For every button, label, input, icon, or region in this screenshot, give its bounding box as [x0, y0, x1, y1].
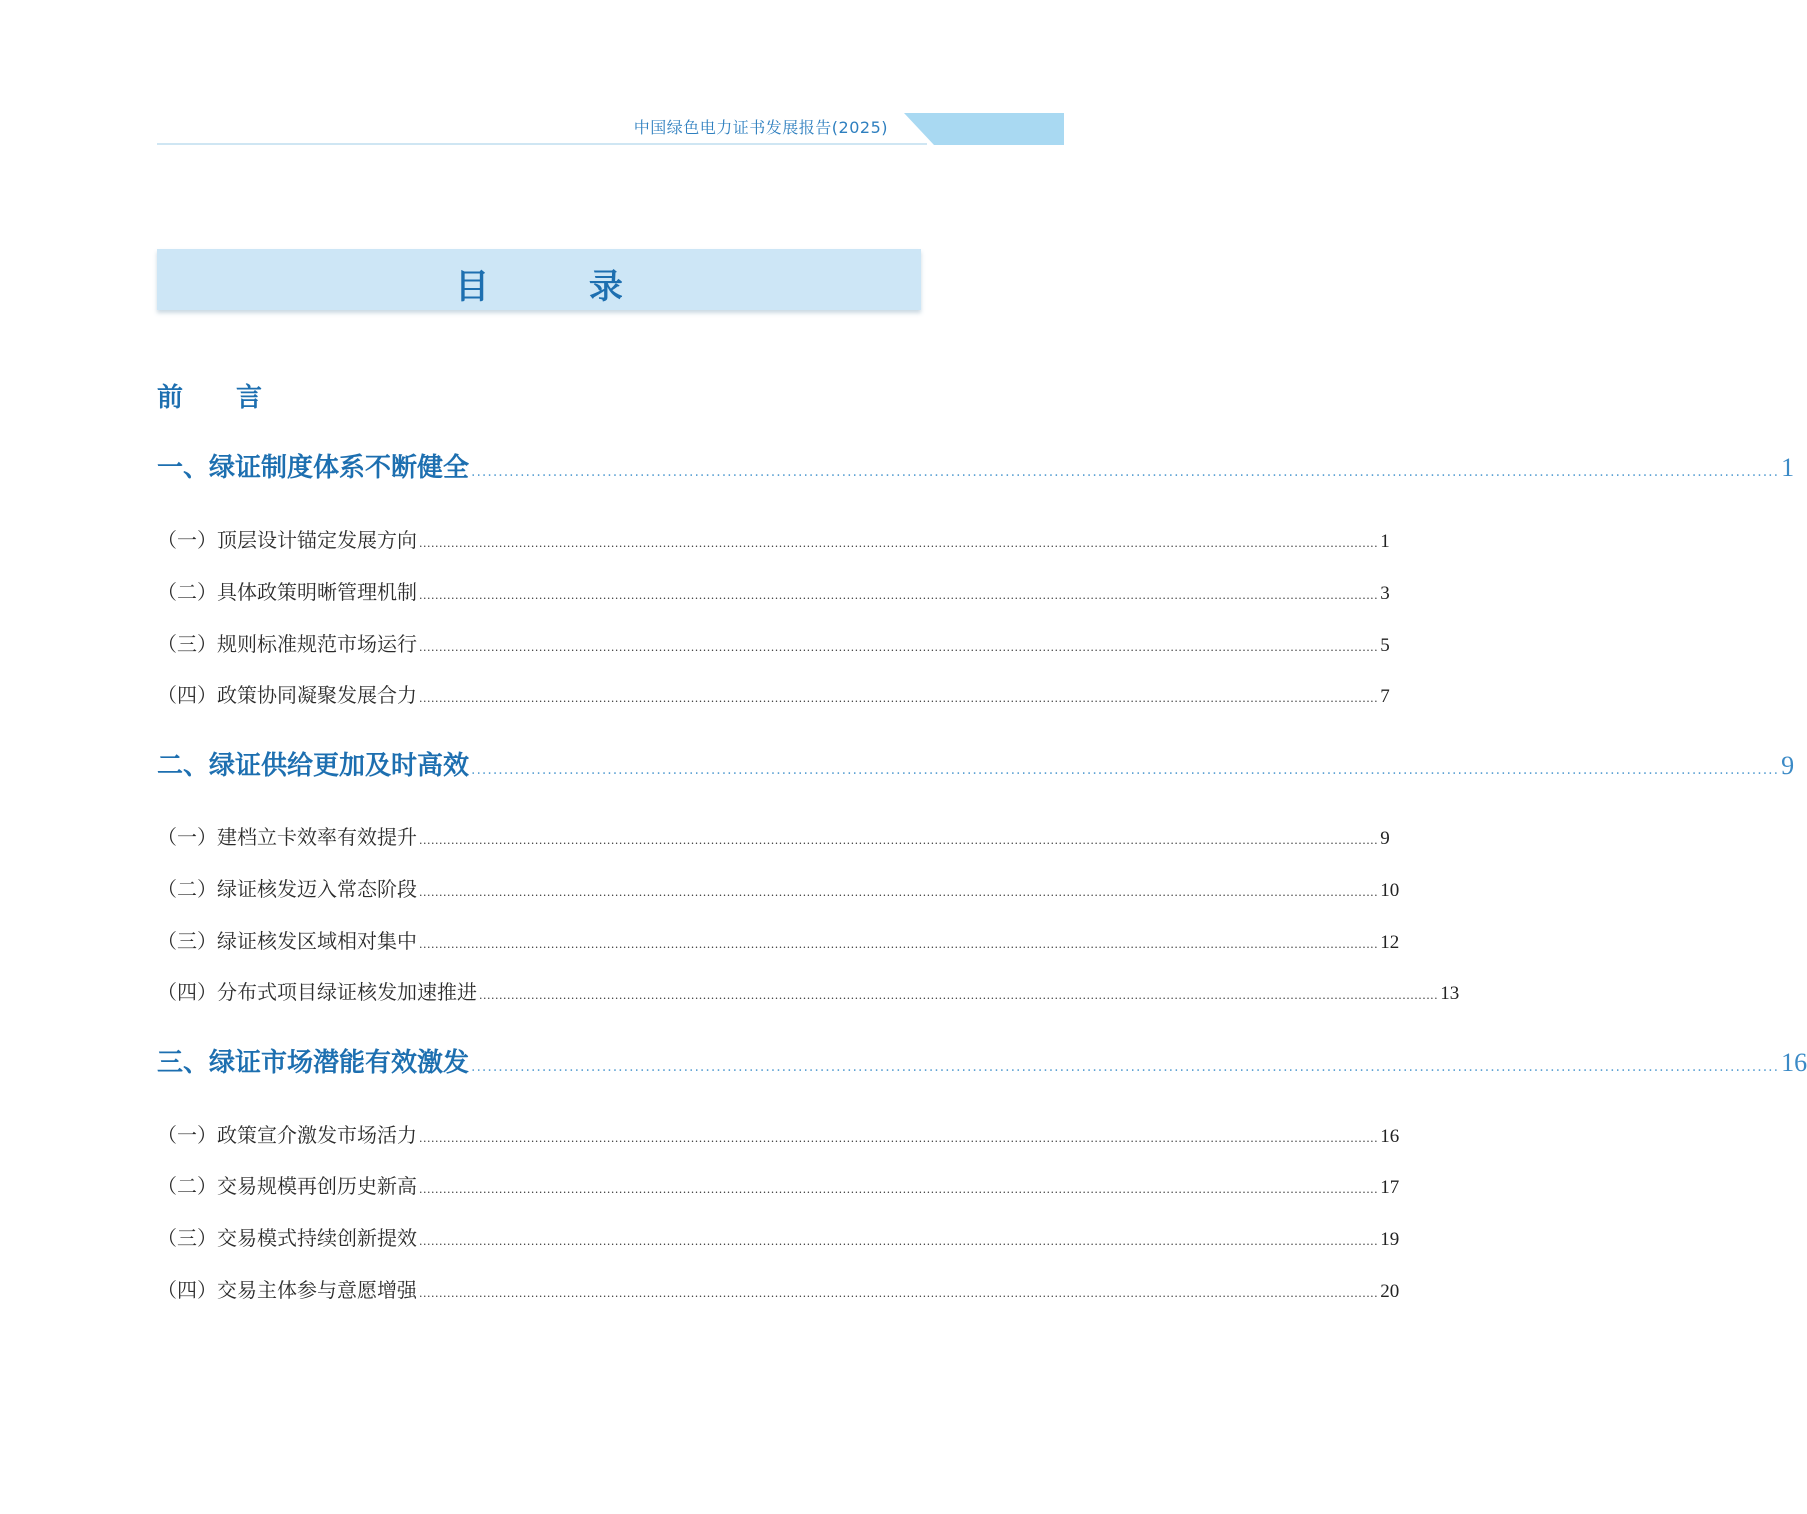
dot-leader: ................................................................................................................................................................................................................................................: [471, 464, 1780, 480]
item-page-number: 5: [1380, 635, 1390, 656]
item-page-number: 19: [1380, 1229, 1400, 1250]
section-page-number: 16: [1781, 1048, 1807, 1077]
item-label: （一）建档立卡效率有效提升: [157, 825, 417, 849]
dot-leader: ................................................................................................................................................................................................................................................: [419, 537, 1379, 550]
item-page-number: 7: [1380, 686, 1390, 707]
toc-section-1[interactable]: [157, 447, 1795, 484]
toc-item[interactable]: [157, 1170, 1400, 1199]
toc-item[interactable]: [157, 524, 1390, 553]
dot-leader: ................................................................................................................................................................................................................................................: [419, 1132, 1379, 1145]
toc-section-2[interactable]: [157, 745, 1795, 782]
item-label: （三）规则标准规范市场运行: [157, 632, 417, 656]
item-label: （四）分布式项目绿证核发加速推进: [157, 980, 477, 1004]
item-page-number: 16: [1380, 1126, 1400, 1147]
dot-leader: ................................................................................................................................................................................................................................................: [419, 589, 1379, 602]
dot-leader: ................................................................................................................................................................................................................................................: [419, 1235, 1379, 1248]
item-label: （一）政策宣介激发市场活力: [157, 1123, 417, 1147]
dot-leader: ................................................................................................................................................................................................................................................: [419, 641, 1379, 654]
item-page-number: 13: [1440, 983, 1460, 1004]
header-tab-decoration: [904, 113, 1064, 145]
section-label: 三、绿证市场潜能有效激发: [157, 1048, 470, 1078]
section-page-number: 1: [1781, 453, 1795, 482]
dot-leader: ................................................................................................................................................................................................................................................: [479, 989, 1439, 1002]
report-title-header: 中国绿色电力证书发展报告(2025): [633, 118, 888, 137]
toc-item[interactable]: [157, 576, 1390, 605]
dot-leader: ................................................................................................................................................................................................................................................: [419, 938, 1379, 951]
item-page-number: 10: [1380, 880, 1400, 901]
item-page-number: 9: [1380, 828, 1390, 849]
toc-item[interactable]: [157, 628, 1390, 657]
toc-title-band: [157, 249, 921, 310]
item-label: （四）政策协同凝聚发展合力: [157, 683, 417, 707]
item-label: （四）交易主体参与意愿增强: [157, 1278, 417, 1302]
section-page-number: 9: [1781, 751, 1795, 780]
item-page-number: 3: [1380, 583, 1390, 604]
toc-section-3[interactable]: [157, 1042, 1807, 1079]
toc-item[interactable]: [157, 679, 1390, 708]
item-label: （二）交易规模再创历史新高: [157, 1174, 417, 1198]
header-divider: [157, 143, 927, 145]
item-label: （一）顶层设计锚定发展方向: [157, 528, 417, 552]
dot-leader: ................................................................................................................................................................................................................................................: [419, 692, 1379, 705]
item-page-number: 12: [1380, 932, 1400, 953]
toc-item[interactable]: [157, 925, 1400, 954]
dot-leader: ................................................................................................................................................................................................................................................: [419, 1287, 1379, 1300]
section-label: 一、绿证制度体系不断健全: [157, 453, 470, 483]
dot-leader: ................................................................................................................................................................................................................................................: [419, 1183, 1379, 1196]
toc-item[interactable]: [157, 976, 1460, 1005]
toc-item[interactable]: [157, 1274, 1400, 1303]
toc-item[interactable]: [157, 821, 1390, 850]
item-label: （三）绿证核发区域相对集中: [157, 929, 417, 953]
toc-item[interactable]: [157, 1119, 1400, 1148]
dot-leader: ................................................................................................................................................................................................................................................: [471, 762, 1780, 778]
item-page-number: 1: [1380, 531, 1390, 552]
item-label: （二）具体政策明晰管理机制: [157, 580, 417, 604]
item-label: （三）交易模式持续创新提效: [157, 1226, 417, 1250]
dot-leader: ................................................................................................................................................................................................................................................: [419, 834, 1379, 847]
dot-leader: ................................................................................................................................................................................................................................................: [419, 886, 1379, 899]
item-page-number: 20: [1380, 1281, 1400, 1302]
preface-link[interactable]: 前 言: [157, 383, 285, 413]
item-page-number: 17: [1380, 1177, 1400, 1198]
toc-item[interactable]: [157, 1222, 1400, 1251]
toc-item[interactable]: [157, 873, 1400, 902]
item-label: （二）绿证核发迈入常态阶段: [157, 877, 417, 901]
toc-title: 目 录: [455, 267, 667, 307]
section-label: 二、绿证供给更加及时高效: [157, 751, 470, 781]
dot-leader: ................................................................................................................................................................................................................................................: [471, 1059, 1780, 1075]
